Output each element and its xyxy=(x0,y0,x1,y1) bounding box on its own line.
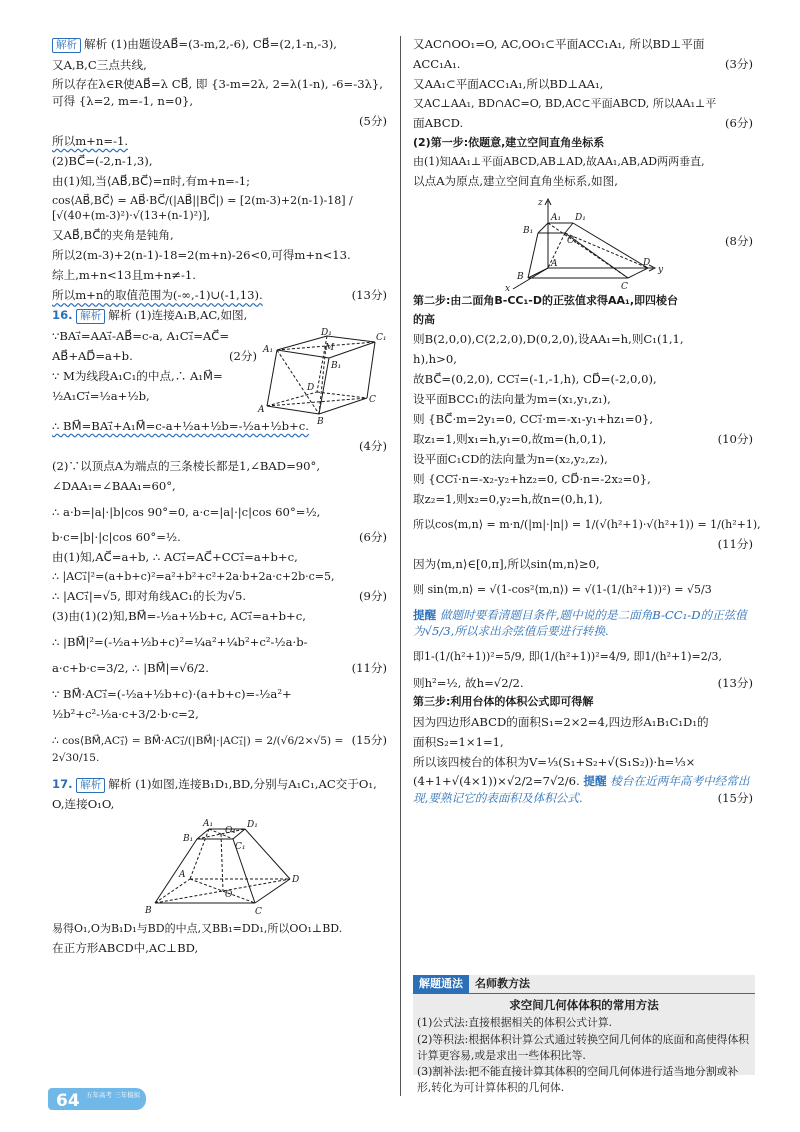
analysis-tag: 解析 xyxy=(52,38,81,53)
text: 解析 (1)由题设AB⃗=(3-m,2,-6), CB⃗=(2,1-n,-3), xyxy=(84,37,337,51)
line: 所以存在λ∈R使AB⃗=λ CB⃗, 即 {3-m=2λ, 2=λ(1-n), -6=-3λ}, 可得 {λ=2, m=-1, n=0}, xyxy=(52,77,383,108)
line: 因为四边形ABCD的面积S₁=2×2=4,四边形A₁B₁C₁D₁的 xyxy=(413,714,709,729)
line xyxy=(413,773,753,806)
method-title: 求空间几何体体积的常用方法 xyxy=(509,998,659,1012)
method-item: (1)公式法:直接根据相关的体积公式计算. xyxy=(417,1016,613,1030)
score: (15分) xyxy=(717,790,753,805)
label-C1: C₁ xyxy=(234,841,245,852)
score: (6分) xyxy=(358,530,387,545)
line xyxy=(52,287,387,303)
text: 取z₁=1,则x₁=h,y₁=0,故m=(h,0,1), xyxy=(413,432,607,447)
method-header xyxy=(413,975,755,994)
question-number: 17. xyxy=(52,776,73,791)
brand-text: 五年高考 三年模拟 xyxy=(86,1091,141,1099)
line: (3)由(1)(2)知,BM⃗=-½a+½b+c, AC₁⃗=a+b+c, xyxy=(52,609,306,624)
step-heading: 第二步:由二面角B-CC₁-D的正弦值求得AA₁,即四棱台 xyxy=(413,294,679,308)
label-D1: D₁ xyxy=(246,819,258,830)
step-heading: 的高 xyxy=(413,313,435,327)
text: ∴ cos⟨BM⃗,AC₁⃗⟩ = BM⃗·AC₁⃗/(|BM⃗|·|AC₁⃗|) = 2/(√6/2×√5) = 2√30/15. xyxy=(52,735,344,765)
label-D: D xyxy=(643,258,651,269)
line: ∠DAA₁=∠BAA₁=60°, xyxy=(52,478,176,493)
label-O1: O₁ xyxy=(224,825,236,836)
line xyxy=(52,36,387,53)
label-D: D xyxy=(307,382,315,393)
label-B: B xyxy=(517,272,524,283)
line: 设平面C₁CD的法向量为n=(x₂,y₂,z₂), xyxy=(413,452,608,467)
left-column xyxy=(52,36,387,960)
line xyxy=(52,588,387,604)
coordinate-figure xyxy=(493,193,673,293)
text: 解析 (1)连接A₁B,AC,如图, xyxy=(108,308,248,323)
formula: cos⟨AB⃗,BC⃗⟩ = AB⃗·BC⃗/(|AB⃗||BC⃗|) = [2(m-3)+2(n-1)-18] / [√(40+(m-3)²)·√(13+(n-1)²)], xyxy=(52,193,353,223)
line: h),h>0, xyxy=(413,352,457,367)
method-item: (2)等积法:根据体积计算公式通过转换空间几何体的底面和高使得体积计算更容易,或是求出一些体积比等. xyxy=(417,1032,750,1062)
score: (8分) xyxy=(724,234,753,249)
line: 由(1)知AA₁⊥平面ABCD,AB⊥AD,故AA₁,AB,AD两两垂直, xyxy=(413,155,705,169)
line xyxy=(413,56,753,72)
line xyxy=(52,348,257,364)
line: ∵ BM⃗·AC₁⃗=(-½a+½b+c)·(a+b+c)=-½a²+ xyxy=(52,687,292,702)
line xyxy=(52,529,387,545)
method-subtitle: 名师教方法 xyxy=(475,977,530,991)
line: 所以2(m-3)+2(n-1)-18=2(m+n)-26<0,可得m+n<13. xyxy=(52,248,351,263)
label-C1: C₁ xyxy=(567,236,578,247)
line: 则 {BC⃗·m=2y₁=0, CC₁⃗·m=-x₁-y₁+hz₁=0}, xyxy=(413,412,654,427)
score: (9分) xyxy=(358,589,387,604)
line xyxy=(52,660,387,676)
line: 则 {CC₁⃗·n=-x₂-y₂+hz₂=0, CD⃗·n=-2x₂=0}, xyxy=(413,471,651,486)
line: ½A₁C₁⃗=½a+½b, xyxy=(52,388,150,403)
line: 又AC∩OO₁=O, AC,OO₁⊂平面ACC₁A₁, 所以BD⊥平面 xyxy=(413,37,705,51)
line: ∴ a·b=|a|·|b|cos 90°=0, a·c=|a|·|c|cos 60°=½, xyxy=(52,504,321,519)
text: a·c+b·c=3/2, ∴ |BM⃗|=√6/2. xyxy=(52,661,209,676)
label-y: y xyxy=(658,265,664,276)
line: 由(1)知,AC⃗=a+b, ∴ AC₁⃗=AC⃗+CC₁⃗=a+b+c, xyxy=(52,550,298,565)
label-A: A xyxy=(178,869,185,880)
score: (15分) xyxy=(351,733,387,748)
line: (2)∵以顶点A为端点的三条棱长都是1,∠BAD=90°, xyxy=(52,458,321,473)
label-D1: D₁ xyxy=(575,213,586,224)
analysis-tag: 解析 xyxy=(76,309,105,324)
label-A1: A₁ xyxy=(263,344,274,355)
score: (13分) xyxy=(351,288,387,303)
line: 取z₂=1,则x₂=0,y₂=h,故n=(0,h,1), xyxy=(413,491,603,506)
score: (2分) xyxy=(228,348,257,363)
label-B1: B₁ xyxy=(523,226,534,237)
question-number: 16. xyxy=(52,308,73,323)
line: 所以该四棱台的体积为V=⅓(S₁+S₂+√(S₁S₂))·h=⅓× xyxy=(413,754,696,769)
text: 解析 (1)如图,连接B₁D₁,BD,分别与A₁C₁,AC交于O₁, xyxy=(108,776,377,791)
text: 则h²=½, 故h=√2/2. xyxy=(413,675,524,690)
frustum-figure xyxy=(135,817,305,917)
line xyxy=(413,675,753,691)
score: (3分) xyxy=(724,56,753,71)
score: (10分) xyxy=(717,432,753,447)
label-A1: A₁ xyxy=(202,818,213,829)
line xyxy=(52,776,387,793)
page-number-badge xyxy=(48,1088,146,1110)
column-divider xyxy=(400,36,401,1096)
line: 以点A为原点,建立空间直角坐标系,如图, xyxy=(413,174,618,189)
line: 易得O₁,O为B₁D₁与BD的中点,又BB₁=DD₁,所以OO₁⊥BD. xyxy=(52,921,343,935)
label-z: z xyxy=(538,198,543,209)
page-number: 64 xyxy=(56,1091,80,1111)
line xyxy=(52,133,387,149)
reminder-label: 提醒 xyxy=(583,774,607,789)
line xyxy=(413,431,753,447)
line xyxy=(52,307,387,324)
label-A: A xyxy=(551,259,558,270)
reminder-label: 提醒 xyxy=(413,608,437,623)
score: (11分) xyxy=(351,661,387,676)
label-B: B xyxy=(144,905,152,916)
line: 又AC⊥AA₁, BD∩AC=O, BD,AC⊂平面ABCD, 所以AA₁⊥平 xyxy=(413,96,717,110)
line: 则B(2,0,0),C(2,2,0),D(0,2,0),设AA₁=h,则C₁(1,1, xyxy=(413,332,684,347)
line: ∴ |BM⃗|²=(-½a+½b+c)²=¼a²+¼b²+c²-½a·b- xyxy=(52,635,308,650)
label-M: M xyxy=(325,342,335,353)
line xyxy=(413,115,753,131)
line: (2)BC⃗=(-2,n-1,3), xyxy=(52,153,153,168)
text: (4+1+√(4×1))×√2/2=7√2/6. xyxy=(413,774,580,789)
score: (4分) xyxy=(358,438,387,453)
line: 又A,B,C三点共线, xyxy=(52,57,147,72)
label-B1: B₁ xyxy=(182,833,193,844)
step-heading: (2)第一步:依题意,建立空间直角坐标系 xyxy=(413,135,605,149)
text: b·c=|b|·|c|cos 60°=½. xyxy=(52,530,181,545)
text: 面ABCD. xyxy=(413,115,464,130)
text: ∴ BM⃗=BA₁⃗+A₁M⃗=c-a+½a+½b=-½a+½b+c. xyxy=(52,418,309,433)
reminder-text: 棱台在近两年高考中经常出现,要熟记它的表面积及体积公式. xyxy=(413,774,750,805)
line: 因为⟨m,n⟩∈[0,π],所以sin⟨m,n⟩≥0, xyxy=(413,556,600,571)
reminder xyxy=(413,607,753,640)
text: ∴ |AC₁⃗|=√5, 即对角线AC₁的长为√5. xyxy=(52,589,247,604)
label-B: B xyxy=(317,416,324,427)
label-D: D xyxy=(291,874,299,885)
label-A1: A₁ xyxy=(551,213,562,224)
line: 又AA₁⊂平面ACC₁A₁,所以BD⊥AA₁, xyxy=(413,76,604,91)
reminder-text: 做题时要看清题目条件,题中说的是二面角B-CC₁-D的正弦值为√5/3,所以求出余弦值后要进行转换. xyxy=(413,608,747,639)
text: AB⃗+AD⃗=a+b. xyxy=(52,348,133,363)
label-x: x xyxy=(505,284,511,295)
line: 面积S₂=1×1=1, xyxy=(413,734,504,749)
text: 所以m+n的取值范围为(-∞,-1)∪(-1,13). xyxy=(52,288,263,303)
label-C: C xyxy=(254,906,262,917)
analysis-tag: 解析 xyxy=(76,778,105,793)
label-B1: B₁ xyxy=(331,360,342,371)
parallelepiped-figure xyxy=(257,327,387,427)
step-heading: 第三步:利用台体的体积公式即可得解 xyxy=(413,695,594,709)
coord-figure-block xyxy=(413,193,753,293)
score: (5分) xyxy=(358,113,387,128)
line: 则 sin⟨m,n⟩ = √(1-cos²⟨m,n⟩) = √(1-(1/(h²+1))²) = √5/3 xyxy=(413,582,712,596)
line: 故BC⃗=(0,2,0), CC₁⃗=(-1,-1,h), CD⃗=(-2,0,0), xyxy=(413,372,657,387)
line: 综上,m+n<13且m+n≠-1. xyxy=(52,268,196,283)
q16-text xyxy=(52,328,257,418)
label-C1: C₁ xyxy=(376,332,387,343)
line: O,连接O₁O, xyxy=(52,797,115,812)
label-D1: D₁ xyxy=(321,327,332,338)
line: ½b²+c²-½a·c+3/2·b·c=2, xyxy=(52,707,199,722)
score: (11分) xyxy=(717,537,753,551)
line xyxy=(52,418,387,434)
label-A: A xyxy=(258,404,265,415)
label-C: C xyxy=(621,282,628,293)
score: (13分) xyxy=(717,675,753,690)
line: 即1-(1/(h²+1))²=5/9, 即(1/(h²+1))²=4/9, 即1/(h²+1)=2/3, xyxy=(413,650,722,664)
line: ∴ |AC₁⃗|²=(a+b+c)²=a²+b²+c²+2a·b+2a·c+2b·c=5, xyxy=(52,570,335,584)
method-item: (3)割补法:把不能直接计算其体积的空间几何体进行适当地分割或补形,转化为可计算体积的几何体. xyxy=(417,1065,739,1094)
line: 所以cos⟨m,n⟩ = m·n/(|m|·|n|) = 1/(√(h²+1)·√(h²+1)) = 1/(h²+1), xyxy=(413,517,761,531)
line: ∵BA₁⃗=AA₁⃗-AB⃗=c-a, A₁C₁⃗=AC⃗= xyxy=(52,328,230,343)
right-column xyxy=(413,36,761,810)
text: 所以m+n=-1. xyxy=(52,133,129,148)
text: ACC₁A₁. xyxy=(413,56,461,71)
line: 在正方形ABCD中,AC⊥BD, xyxy=(52,940,199,955)
line: 设平面BCC₁的法向量为m=(x₁,y₁,z₁), xyxy=(413,392,611,407)
label-O: O xyxy=(224,889,232,900)
line: 又AB⃗,BC⃗的夹角是钝角, xyxy=(52,228,174,243)
score: (6分) xyxy=(724,115,753,130)
line: 由(1)知,当⟨AB⃗,BC⃗⟩=π时,有m+n=-1; xyxy=(52,173,251,188)
line: ∵ M为线段A₁C₁的中点,∴ A₁M⃗= xyxy=(52,368,223,383)
formula xyxy=(52,732,387,766)
method-box xyxy=(413,975,755,1094)
method-tag: 解题通法 xyxy=(413,975,469,993)
label-C: C xyxy=(369,394,376,405)
